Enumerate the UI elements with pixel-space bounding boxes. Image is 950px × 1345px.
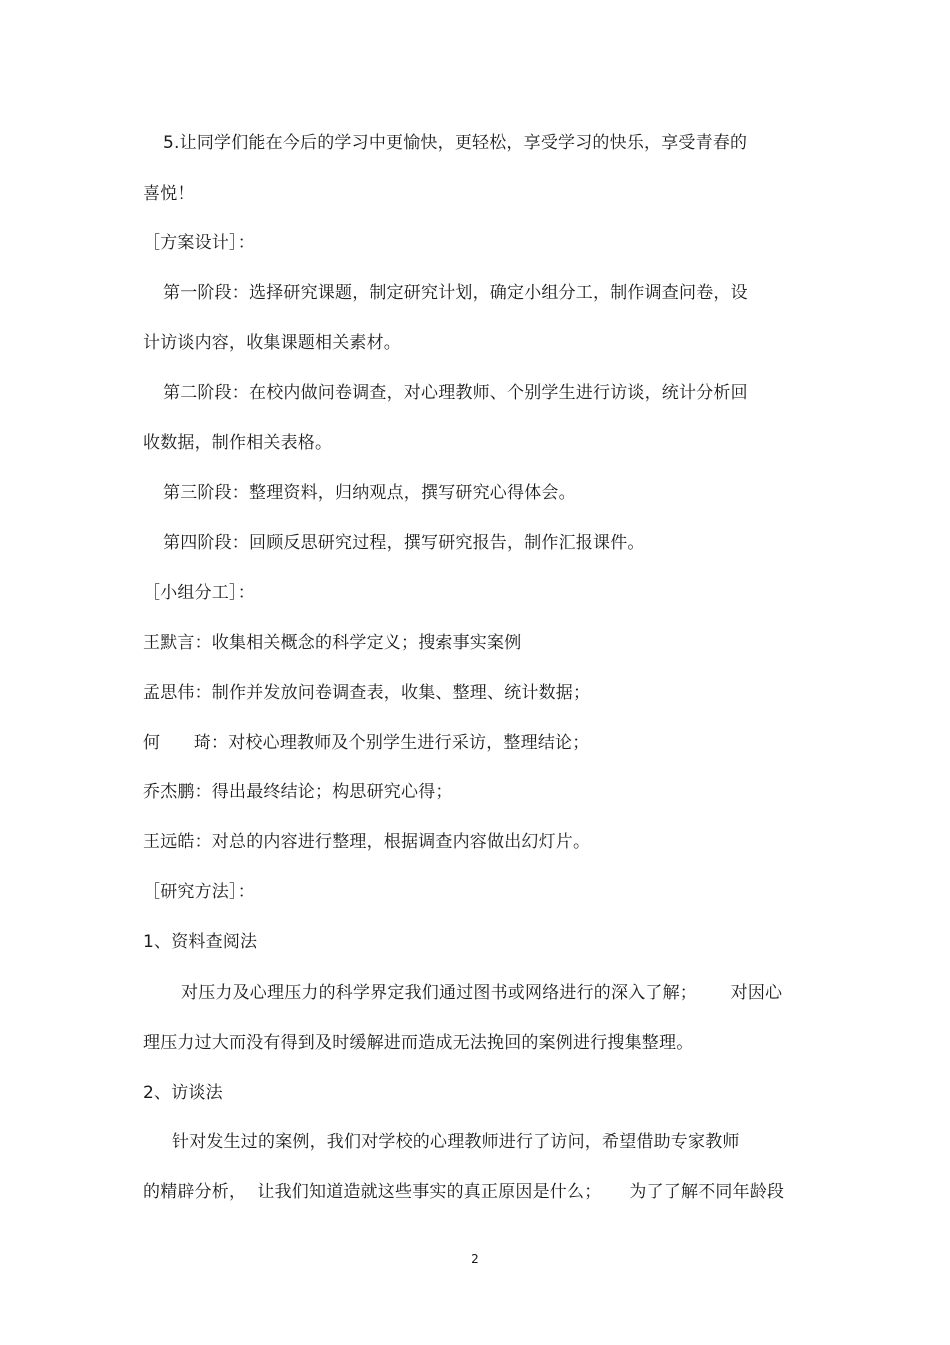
text-line: 第三阶段：整理资料，归纳观点，撰写研究心得体会。	[163, 483, 576, 503]
text-line: 第二阶段：在校内做问卷调查，对心理教师、个别学生进行访谈，统计分析回	[163, 383, 748, 403]
text-line: 1、资料查阅法	[143, 932, 258, 952]
text-line: 2、访谈法	[143, 1083, 223, 1103]
text-line: 对压力及心理压力的科学界定我们通过图书或网络进行的深入了解； 对因心	[181, 983, 783, 1003]
text-line: 理压力过大而没有得到及时缓解进而造成无法挽回的案例进行搜集整理。	[143, 1033, 694, 1053]
section-heading: ［研究方法］：	[143, 882, 255, 902]
text-line: 针对发生过的案例，我们对学校的心理教师进行了访问，希望借助专家教师	[172, 1132, 740, 1152]
text-line: 的精辟分析， 让我们知道造就这些事实的真正原因是什么； 为了了解不同年龄段	[143, 1182, 785, 1202]
text-line: 第一阶段：选择研究课题，制定研究计划，确定小组分工，制作调查问卷，设	[163, 283, 748, 303]
page-number: 2	[471, 1252, 479, 1266]
text-line: 计访谈内容，收集课题相关素材。	[143, 333, 401, 353]
text-line: 孟思伟：制作并发放问卷调查表，收集、整理、统计数据；	[143, 683, 591, 703]
text-line: 收数据，制作相关表格。	[143, 433, 333, 453]
text-line: 第四阶段：回顾反思研究过程，撰写研究报告，制作汇报课件。	[163, 533, 645, 553]
section-heading: ［小组分工］：	[143, 583, 255, 603]
text-line: 喜悦！	[143, 184, 195, 204]
text-line: 乔杰鹏：得出最终结论；构思研究心得；	[143, 782, 453, 802]
text-line: 何 琦：对校心理教师及个别学生进行采访，整理结论；	[143, 733, 590, 753]
text-line: 5.让同学们能在今后的学习中更愉快，更轻松，享受学习的快乐，享受青春的	[163, 133, 748, 153]
text-line: 王远皓：对总的内容进行整理，根据调查内容做出幻灯片。	[143, 832, 591, 852]
section-heading: ［方案设计］：	[143, 233, 255, 253]
text-line: 王默言：收集相关概念的科学定义；搜索事实案例	[143, 633, 522, 653]
